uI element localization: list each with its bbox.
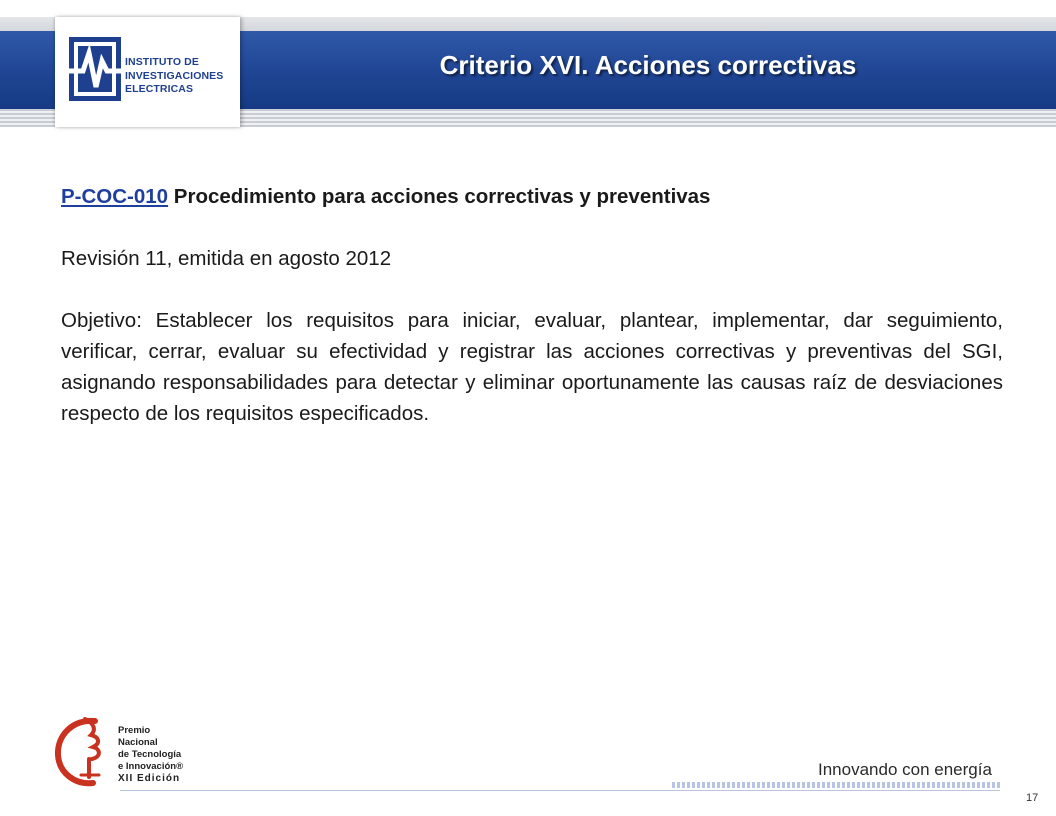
award-line-4: e Innovación® xyxy=(118,761,184,772)
award-line-2: Nacional xyxy=(118,737,158,748)
logo-line-2: INVESTIGACIONES xyxy=(125,69,224,82)
revision-line: Revisión 11, emitida en agosto 2012 xyxy=(61,247,392,270)
iie-logo xyxy=(55,17,240,127)
page-number: 17 xyxy=(1026,792,1039,804)
logo-line-1: INSTITUTO DE xyxy=(125,56,199,68)
slide-content xyxy=(61,181,1003,429)
iie-logo-text xyxy=(125,56,223,97)
procedure-title: Procedimiento para acciones correctivas y preventivas xyxy=(168,185,711,208)
procedure-code-link[interactable]: P-COC-010 xyxy=(61,185,169,208)
iie-logo-icon xyxy=(69,37,121,101)
slide-title: Criterio XVI. Acciones correctivas xyxy=(439,50,857,80)
footer-divider xyxy=(120,790,1000,791)
award-text xyxy=(118,725,183,785)
award-line-5: XII Edición xyxy=(118,773,181,784)
award-line-1: Premio xyxy=(118,725,151,736)
footer-slogan: Innovando con energía xyxy=(818,760,992,779)
objective-paragraph: Objetivo: Establecer los requisitos para iniciar, evaluar, plantear, implementar, dar seguimiento, verificar, cerrar, evaluar su efectividad y registrar las acciones correctivas y preventivas del SGI, asignando responsabilidades para detectar y eliminar oportunamente las causas raíz de desviaciones respecto de los requisitos especificados. xyxy=(61,309,1003,425)
procedure-heading xyxy=(61,181,1003,212)
award-emblem-icon xyxy=(55,713,117,789)
award-line-3: de Tecnología xyxy=(118,749,182,760)
logo-line-3: ELECTRICAS xyxy=(125,83,194,95)
footer-faded-text xyxy=(672,782,1002,788)
